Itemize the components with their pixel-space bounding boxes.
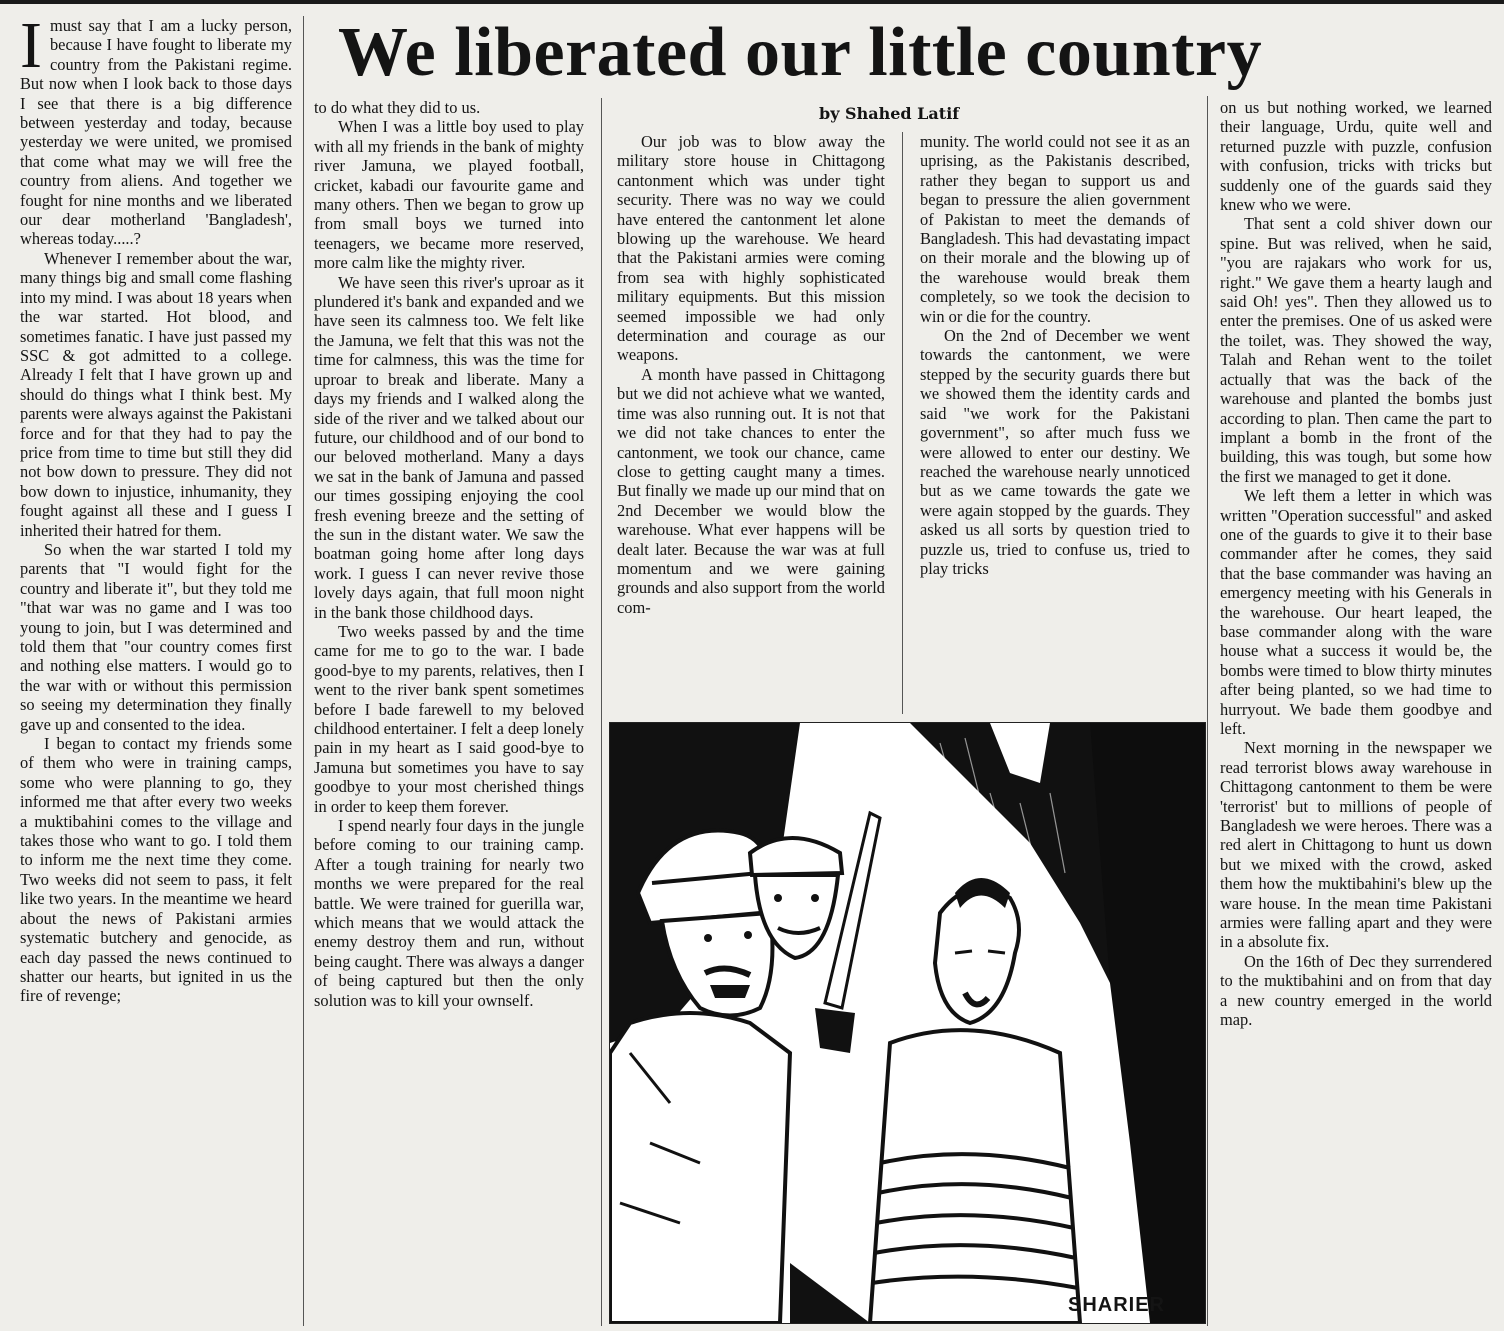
headline: We liberated our little country — [338, 14, 1263, 91]
illustration-drawing — [610, 723, 1205, 1323]
paragraph: munity. The world could not see it as an uprising, as the Pakistanis described, rather they began to support us and began to pressure the alien government of Pakistan to meet the demands of Bangladesh. This had devastating impact on their morale and the blowing up of the warehouse would break them completely, so we took the decision to win or die for the country. — [920, 132, 1190, 326]
column-2 — [314, 98, 584, 1328]
paragraph: Next morning in the newspaper we read terrorist blows away warehouse in Chittagong cantonment to them be were 'terrorist' but to millions of people of Bangladesh we were heroes. There was a red alert in Chittagong to hunt us down but we mixed with the crowd, asked them how the muktibahini's blew up the ware house. In the mean time Pakistani armies were falling apart and they were in a absolute fix. — [1220, 738, 1492, 952]
paragraph: We left them a letter in which was written "Operation successful" and asked one of the guards to give it to their base commander after he comes, they said that the base commander was having an emergency meeting with his Generals in the warehouse. Our heart leaped, the base commander along with the ware house what a success it would be, the bombs were timed to blow thirty minutes after being planted, so we had time to hurryout. We bade them goodbye and left. — [1220, 486, 1492, 738]
paragraph: I began to contact my friends some of them who were in training camps, some who were planning to go, they informed me that after every two weeks a muktibahini comes to the village and takes those who want to go. I told them to inform me the next time they come. Two weeks did not seem to pass, it felt like two years. In the meantime we heard about the news of Pakistani armies systematic butchery and genocide, as each day passed the news continued to shatter our hearts, but ignited in us the fire of revenge; — [20, 734, 292, 1006]
paragraph: Whenever I remember about the war, many things big and small come flashing into my mind. I was about 18 years when the war started. Hot blood, and sometimes fanatic. I have just passed my SSC & got admitted to a college. Already I felt that I have grown up and should do things what I think best. My parents were always against the Pakistani force and for that they had to pay the price from time to time but still they did not bow down to pressure. They did not bow down to injustice, inhumanity, they fought against all these and I guess I inherited their hatred for them. — [20, 248, 292, 540]
column-5 — [1220, 98, 1492, 1328]
paragraph: We have seen this river's uproar as it plundered it's bank and expanded and we have seen its calmness too. We felt like the Jamuna, we felt that this was not the time for calmness, this was the time for uproar to break and liberate. Many a days my friends and I walked along the side of the river and we talked about our future, our childhood and of our bond to our beloved motherland. Many a days we sat in the bank of Jamuna and passed our times gossiping enjoying the cool fresh evening breeze and the setting of the sun in the distant water. We saw the boatman going home after long days work. I guess I can never revive those lovely days again, that full moon night in the bank those childhood days. — [314, 272, 584, 622]
column-3 — [617, 132, 885, 714]
paragraph: must say that I am a lucky person, because I have fought to liberate my country from the Pakistani regime. But now when I look back to those days I see that there is a big difference between yesterday and today, because yesterday we were united, we promised that come what may we will free the country from aliens. And together we fought for nine months and we liberated our dear motherland 'Bangladesh', whereas today.....? — [20, 16, 292, 249]
top-rule — [0, 0, 1504, 4]
drop-cap: I — [20, 16, 42, 82]
column-divider — [303, 16, 304, 1326]
paragraph: So when the war started I told my parents that "I would fight for the country and liberate it", but they told me "that war was no game and I was too young to join, but I was determined and told them that "our country comes first and nothing else matters. I would go to the war with or without this permission so seeing my determination they finally gave up and consented to the idea. — [20, 539, 292, 734]
byline: by Shahed Latif — [819, 104, 960, 123]
paragraph: I spend nearly four days in the jungle before coming to our training camp. After a tough training for nearly two months we were prepared for the real battle. We were trained for guerilla war, which means that we would attack the enemy destroy them and run, without being caught. There was always a danger of being captured but then the only solution was to kill your ownself. — [314, 816, 584, 1010]
column-4 — [920, 132, 1190, 714]
column-divider — [902, 132, 903, 714]
paragraph: That sent a cold shiver down our spine. But was relived, when he said, "you are rajakars who work for us, right." We gave them a hearty laugh and said Oh! yes". Then they allowed us to enter the premises. One of us asked were the toilet, was. They showed the way, Talah and Rehan went to the toilet actually that was the back of the warehouse and planted the bombs just according to plan. Then came the part to implant a bomb in the front of the building, this was tough, but some how the first we managed to get it done. — [1220, 214, 1492, 486]
column-divider — [1207, 96, 1208, 1326]
column-divider — [601, 98, 602, 1326]
paragraph: A month have passed in Chittagong but we did not achieve what we wanted, time was also running out. It is not that we did not take chances to enter the cantonment, we took our chance, came close to getting caught many a times. But finally we made up our mind that on 2nd December we would blow the warehouse. What ever happens will be dealt later. Because the war was at full momentum and we were gaining grounds and also support from the world com- — [617, 364, 885, 617]
paragraph: On the 2nd of December we went towards the cantonment, we were stepped by the security guards there but we showed them the identity cards and said "we work for the Pakistani government", so after much fuss we were allowed to enter our destiny. We reached the warehouse nearly unnoticed but as we came towards the gate we were again stopped by the guards. They asked us all sorts by question tried to puzzle us, tried to confuse us, tried to play tricks — [920, 326, 1190, 578]
paragraph: Our job was to blow away the military store house in Chittagong cantonment which was under tight security. There was no way we could have entered the cantonment let alone blowing up the warehouse. We heard that the Pakistani armies were coming from sea with highly sophisticated military equipments. But this mission seemed impossible we had only determination and courage as our weapons. — [617, 132, 885, 365]
paragraph: Two weeks passed by and the time came for me to go to the war. I bade good-bye to my parents, relatives, then I went to the river bank spent sometimes before I bade farewell to my beloved childhood entertainer. I felt a deep lonely pain in my heart as I said good-bye to Jamuna but sometimes you have to say goodbye to your most cherished things in order to keep them forever. — [314, 621, 584, 816]
paragraph: on us but nothing worked, we learned their language, Urdu, quite well and returned puzzle with puzzle, confusion with confusion, tricks with tricks but suddenly one of the guards said they knew who we were. — [1220, 98, 1492, 215]
paragraph: to do what they did to us. — [314, 98, 481, 117]
paragraph: When I was a little boy used to play with all my friends in the bank of mighty river Jamuna, we played football, cricket, kabadi our favourite game and many others. Then we began to grow up from small boys we turned into teenagers, we became more reserved, more calm like the mighty river. — [314, 117, 584, 273]
artist-signature: SHARIER — [1067, 1294, 1165, 1316]
paragraph: On the 16th of Dec they surrendered to the muktibahini and on from that day a new country emerged in the world map. — [1220, 951, 1492, 1030]
column-1 — [20, 16, 292, 1328]
illustration — [609, 722, 1206, 1324]
